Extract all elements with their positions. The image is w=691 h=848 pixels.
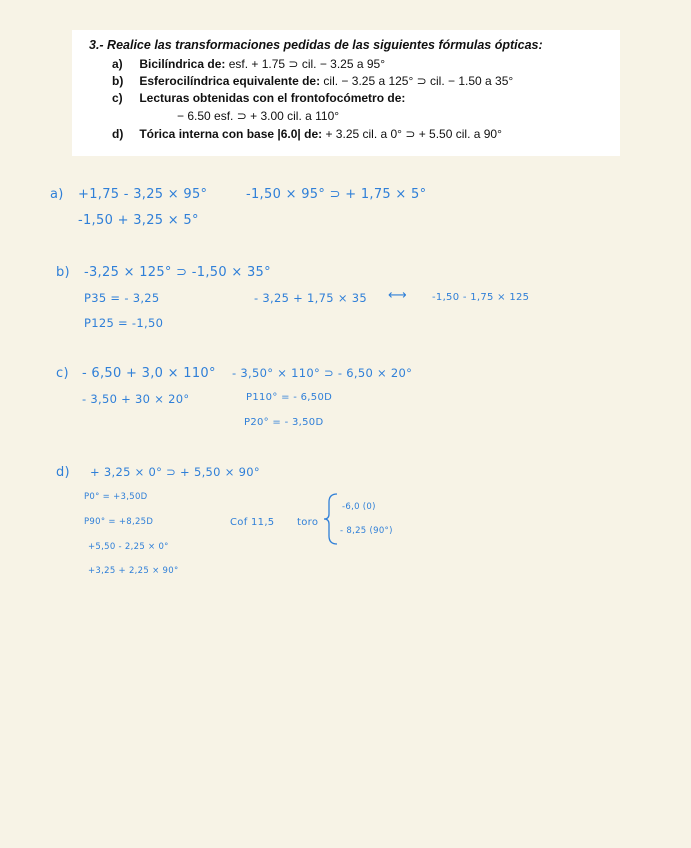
- hw-d-l3: +5,50 - 2,25 × 0°: [88, 542, 169, 552]
- item-letter: c): [112, 91, 123, 105]
- hw-b-letter: b): [56, 265, 70, 280]
- item-label: Esferocilíndrica equivalente de:: [139, 74, 321, 88]
- hw-c-letter: c): [56, 366, 69, 381]
- hw-c-line2: - 3,50 + 30 × 20°: [82, 392, 190, 406]
- item-letter: a): [112, 57, 123, 71]
- hw-b-line1: -3,25 × 125° ⊃ -1,50 × 35°: [84, 265, 271, 280]
- hw-b-p125: P125 = -1,50: [84, 316, 164, 330]
- hw-b-right2: -1,50 - 1,75 × 125: [432, 292, 530, 303]
- hw-d-l4: +3,25 + 2,25 × 90°: [88, 566, 179, 576]
- item-label: Lecturas obtenidas con el frontofocómetro de:: [139, 91, 406, 105]
- item-c: [112, 91, 405, 105]
- hw-b-arrow: ⟷: [388, 288, 407, 303]
- hw-a-right: -1,50 × 95° ⊃ + 1,75 × 5°: [246, 187, 427, 202]
- hw-c-right: - 3,50° × 110° ⊃ - 6,50 × 20°: [232, 366, 413, 380]
- item-value: + 3.25 cil. a 0° ⊃ + 5.50 cil. a 90°: [325, 127, 502, 141]
- item-letter: b): [112, 74, 124, 88]
- item-label: Bicilíndrica de:: [139, 57, 226, 71]
- item-letter: d): [112, 127, 124, 141]
- exercise-title: 3.- Realice las transformaciones pedidas de las siguientes fórmulas ópticas:: [89, 38, 543, 52]
- hw-d-toro: toro: [297, 517, 319, 528]
- hw-a-line2: -1,50 + 3,25 × 5°: [78, 213, 199, 228]
- item-value: cil. − 3.25 a 125° ⊃ cil. − 1.50 a 35°: [323, 74, 514, 88]
- hw-d-line1: + 3,25 × 0° ⊃ + 5,50 × 90°: [90, 465, 260, 479]
- item-label: Tórica interna con base |6.0| de:: [139, 127, 323, 141]
- hw-d-p0: P0° = +3,50D: [84, 492, 148, 502]
- hw-d-brace-1: -6,0 (0): [342, 502, 376, 512]
- hw-c-line1: - 6,50 + 3,0 × 110°: [82, 366, 216, 381]
- hw-d-brace-2: - 8,25 (90°): [340, 526, 393, 536]
- item-b: [112, 74, 513, 88]
- hw-d-letter: d): [56, 465, 70, 480]
- exercise-card: [72, 30, 620, 156]
- brace-icon: [323, 492, 339, 546]
- item-value: esf. + 1.75 ⊃ cil. − 3.25 a 95°: [228, 57, 385, 71]
- item-c-formula: − 6.50 esf. ⊃ + 3.00 cil. a 110°: [177, 109, 340, 123]
- hw-b-right: - 3,25 + 1,75 × 35: [254, 291, 367, 305]
- hw-c-p20: P20° = - 3,50D: [244, 417, 324, 428]
- hw-c-p110: P110° = - 6,50D: [246, 392, 333, 403]
- hw-d-cof: Cof 11,5: [230, 517, 275, 528]
- hw-d-p90: P90° = +8,25D: [84, 517, 154, 527]
- hw-a-line1: +1,75 - 3,25 × 95°: [78, 187, 208, 202]
- hw-a-letter: a): [50, 187, 64, 202]
- hw-b-p35: P35 = - 3,25: [84, 291, 160, 305]
- item-a: [112, 57, 385, 71]
- item-d: [112, 127, 502, 141]
